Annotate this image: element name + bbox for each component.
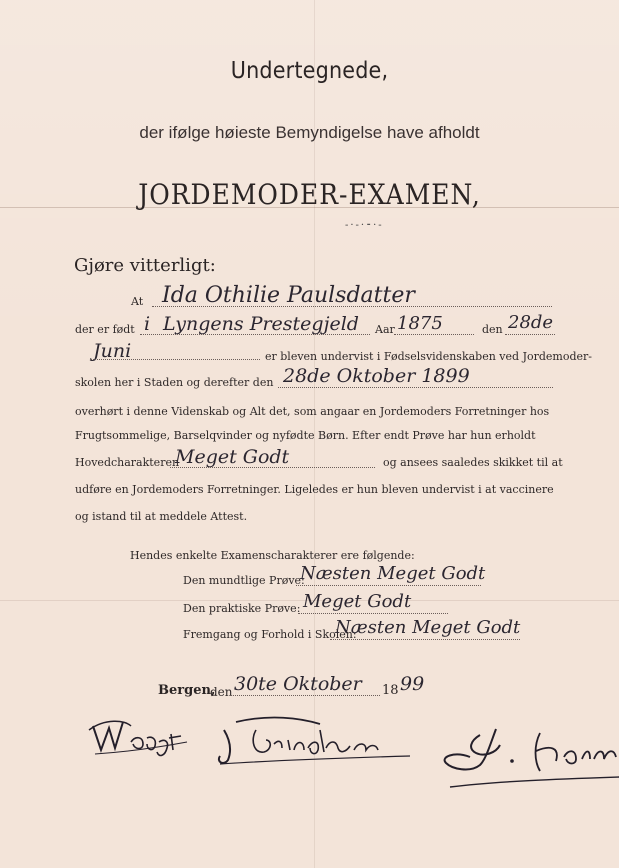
text-er-bleven: er bleven undervist i Fødselsvidenskaben ved Jordemoder- [265, 350, 592, 363]
signature-grindheim [210, 710, 420, 770]
handwritten-conduct-grade: Næsten Meget Godt [335, 617, 521, 638]
signature-holm [440, 715, 619, 795]
handwritten-footer-date: 30te Oktober [234, 673, 362, 695]
footer-year-print: 18 [382, 683, 399, 698]
grades-intro: Hendes enkelte Examenscharakterer ere følgende: [130, 549, 415, 562]
oral-label: Den mundtlige Prøve: [183, 574, 305, 587]
dotted-line [278, 387, 553, 388]
exam-title: JORDEMODER-EXAMEN, [138, 178, 481, 211]
conduct-label: Fremgang og Forhold i Skolen: [183, 628, 357, 641]
text-overhort: overhørt i denne Videnskab og Alt det, som angaar en Jordemoders Forretninger hos [75, 405, 550, 418]
dotted-line [505, 334, 555, 335]
dotted-line [90, 359, 260, 360]
handwritten-place: Lyngens Prestegjeld [163, 313, 359, 335]
signature-vogt [85, 708, 195, 768]
subheading: der ifølge høieste Bemyndigelse have afholdt [139, 123, 480, 142]
text-istand: og istand til at meddele Attest. [75, 510, 248, 523]
text-skolen: skolen her i Staden og derefter den [75, 376, 274, 389]
dotted-line [170, 467, 375, 468]
text-udfore: udføre en Jordemoders Forretninger. Ligeledes er hun bleven undervist i at vaccinere [75, 483, 554, 496]
gjore-vitterligt: Gjøre vitterligt: [74, 255, 216, 276]
dotted-line [140, 334, 370, 335]
dotted-line [298, 613, 448, 614]
handwritten-name: Ida Othilie Paulsdatter [162, 283, 415, 308]
handwritten-exam-date: 28de Oktober 1899 [283, 365, 470, 387]
dotted-line [230, 695, 380, 696]
dotted-line [330, 639, 520, 640]
text-at: At [131, 295, 144, 308]
handwritten-main-grade: Meget Godt [175, 446, 290, 468]
footer-city: Bergen, [158, 683, 216, 698]
dotted-line [296, 585, 481, 586]
handwritten-practical-grade: Meget Godt [303, 591, 412, 612]
text-aar: Aar [375, 323, 395, 336]
footer-den: den [210, 685, 233, 699]
dotted-line [394, 334, 474, 335]
handwritten-year: 1875 [397, 313, 443, 334]
text-frugt: Frugtsommelige, Barselqvinder og nyfødte Børn. Efter endt Prøve har hun erholdt [75, 429, 536, 442]
heading: Undertegnede, [230, 58, 389, 84]
handwritten-i: i [144, 313, 151, 335]
practical-label: Den praktiske Prøve: [183, 602, 301, 615]
handwritten-month: Juni [93, 340, 132, 362]
dotted-line [152, 306, 552, 307]
text-den: den [482, 323, 503, 336]
text-born: der er født [75, 323, 135, 336]
handwritten-footer-year: 99 [400, 673, 425, 695]
handwritten-day: 28de [508, 312, 554, 333]
title-ornament: -·-·⁃·- [345, 220, 384, 231]
text-hoved: Hovedcharakteren [75, 456, 180, 469]
text-ansees: og ansees saaledes skikket til at [383, 456, 563, 469]
handwritten-oral-grade: Næsten Meget Godt [300, 563, 486, 584]
